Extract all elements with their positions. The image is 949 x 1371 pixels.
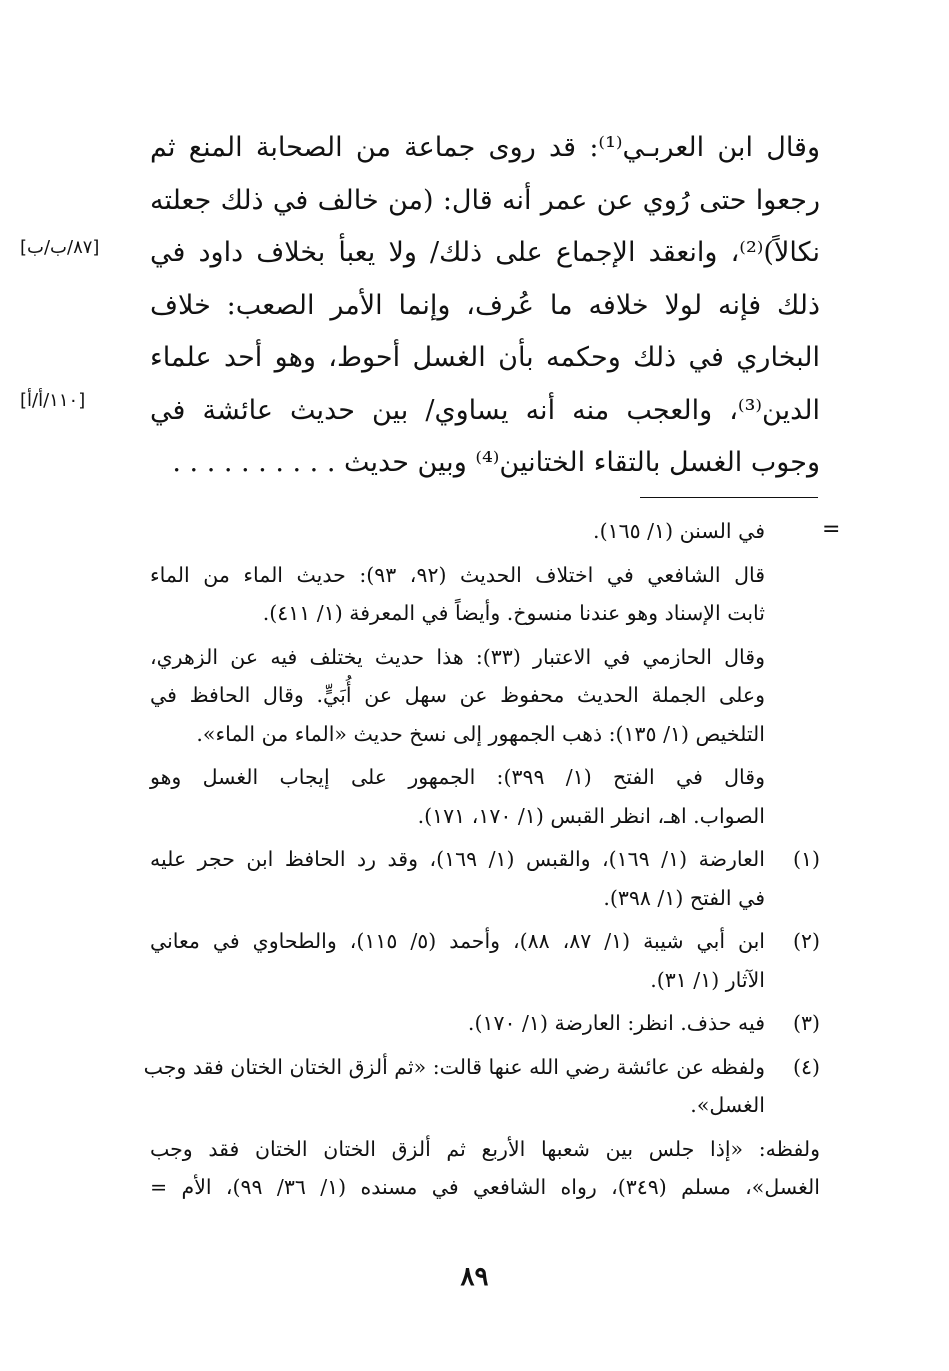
footnote-line: ولفظه عن عائشة رضي الله عنها قالت: «ثم ألزق الختان الختان فقد وجب [143, 1054, 765, 1079]
footnote-line: الآثار (١/ ٣١). [650, 967, 765, 992]
main-line: وجوب الغسل بالتقاء الختانين⁽⁴⁾ وبين حديث . . . . . . . . . . [172, 447, 820, 478]
footnote-line: العارضة (١/ ١٦٩)، والقبس (١/ ١٦٩)، وقد رد الحافظ ابن حجر عليه [150, 847, 765, 871]
footnote-line: الصواب. اهـ، انظر القبس (١/ ١٧٠، ١٧١). [417, 803, 765, 828]
footnote-continuation-paragraph [150, 556, 820, 633]
footnote-line: فيه حذف. انظر: العارضة (١/ ١٧٠). [467, 1011, 765, 1035]
footnote-separator [640, 497, 818, 498]
footnote-number: (٤) [792, 1054, 820, 1079]
footnote-line: وقال في الفتح (١/ ٣٩٩): الجمهور على إيجاب الغسل وهو [150, 765, 765, 789]
footnote-line: ولفظه: «إذا جلس بين شعبها الأربع ثم ألزق الختان الختان فقد وجب [150, 1136, 820, 1161]
footnote-2 [150, 922, 820, 999]
footnote-line: التلخيص (١/ ١٣٥): ذهب الجمهور إلى نسخ حديث «الماء من الماء». [196, 721, 765, 746]
footnote-line: الغسل»، مسلم (٣٤٩)، رواه الشافعي في مسنده (١/ ٣٦/ ٩٩)، الأم = [150, 1175, 820, 1199]
footnote-continuation-paragraph [150, 638, 820, 754]
page-number: ٨٩ [460, 1262, 489, 1292]
footnote-continuation-mark: = [822, 517, 841, 542]
footnote-4-continuation [150, 1130, 820, 1207]
manuscript-folio-ref: [٨٧/ب/ب] [20, 237, 100, 258]
main-text [150, 122, 820, 490]
footnote-line: ابن أبي شيبة (١/ ٨٧، ٨٨)، وأحمد (٥/ ١١٥)، والطحاوي في معاني [150, 929, 765, 953]
main-line: الدين⁽³⁾، والعجب منه أنه يساوي/ بين حديث عائشة في [150, 394, 820, 426]
footnote-line: الغسل». [690, 1093, 765, 1117]
main-line: البخاري في ذلك وحكمه بأن الغسل أحوط، وهو أحد علماء [150, 342, 820, 373]
footnote-4 [143, 1048, 820, 1125]
footnote-line: وعلى الجملة الحديث محفوظ عن سهل عن أُبَيٍّ. وقال الحافظ في [150, 683, 765, 707]
footnote-number: (٣) [792, 1011, 820, 1035]
footnote-number: (٢) [792, 929, 820, 953]
footnote-3 [150, 1004, 820, 1043]
footnote-line: في السنن (١/ ١٦٥). [593, 519, 765, 543]
footnote-line: ثابت الإسناد وهو عندنا منسوخ. وأيضاً في المعرفة (١/ ٤١١). [262, 601, 765, 625]
main-line: رجعوا حتى رُوي عن عمر أنه قال: (من خالف في ذلك جعلته [150, 184, 820, 216]
footnotes [143, 512, 820, 1212]
main-line: نكالاً)⁽²⁾، وانعقد الإجماع على ذلك/ ولا يعبأ بخلاف داود في [150, 237, 820, 268]
footnote-continuation-paragraph [150, 758, 820, 835]
main-line: وقال ابن العربـي⁽¹⁾: قد روى جماعة من الصحابة المنع ثم [150, 132, 820, 163]
footnote-line: وقال الحازمي في الاعتبار (٣٣): هذا حديث يختلف فيه عن الزهري، [150, 644, 765, 669]
manuscript-folio-ref: [١١٠/أ/أ] [20, 390, 86, 411]
footnote-line: قال الشافعي في اختلاف الحديث (٩٢، ٩٣): حديث الماء من الماء [150, 562, 766, 587]
footnote-line: في الفتح (١/ ٣٩٨). [603, 885, 765, 910]
main-line: ذلك فإنه لولا خلافه ما عُرف، وإنما الأمر الصعب: خلاف [150, 289, 820, 321]
footnote-1 [150, 840, 820, 917]
footnote-continuation-paragraph [150, 512, 820, 551]
footnote-number: (١) [792, 847, 820, 871]
